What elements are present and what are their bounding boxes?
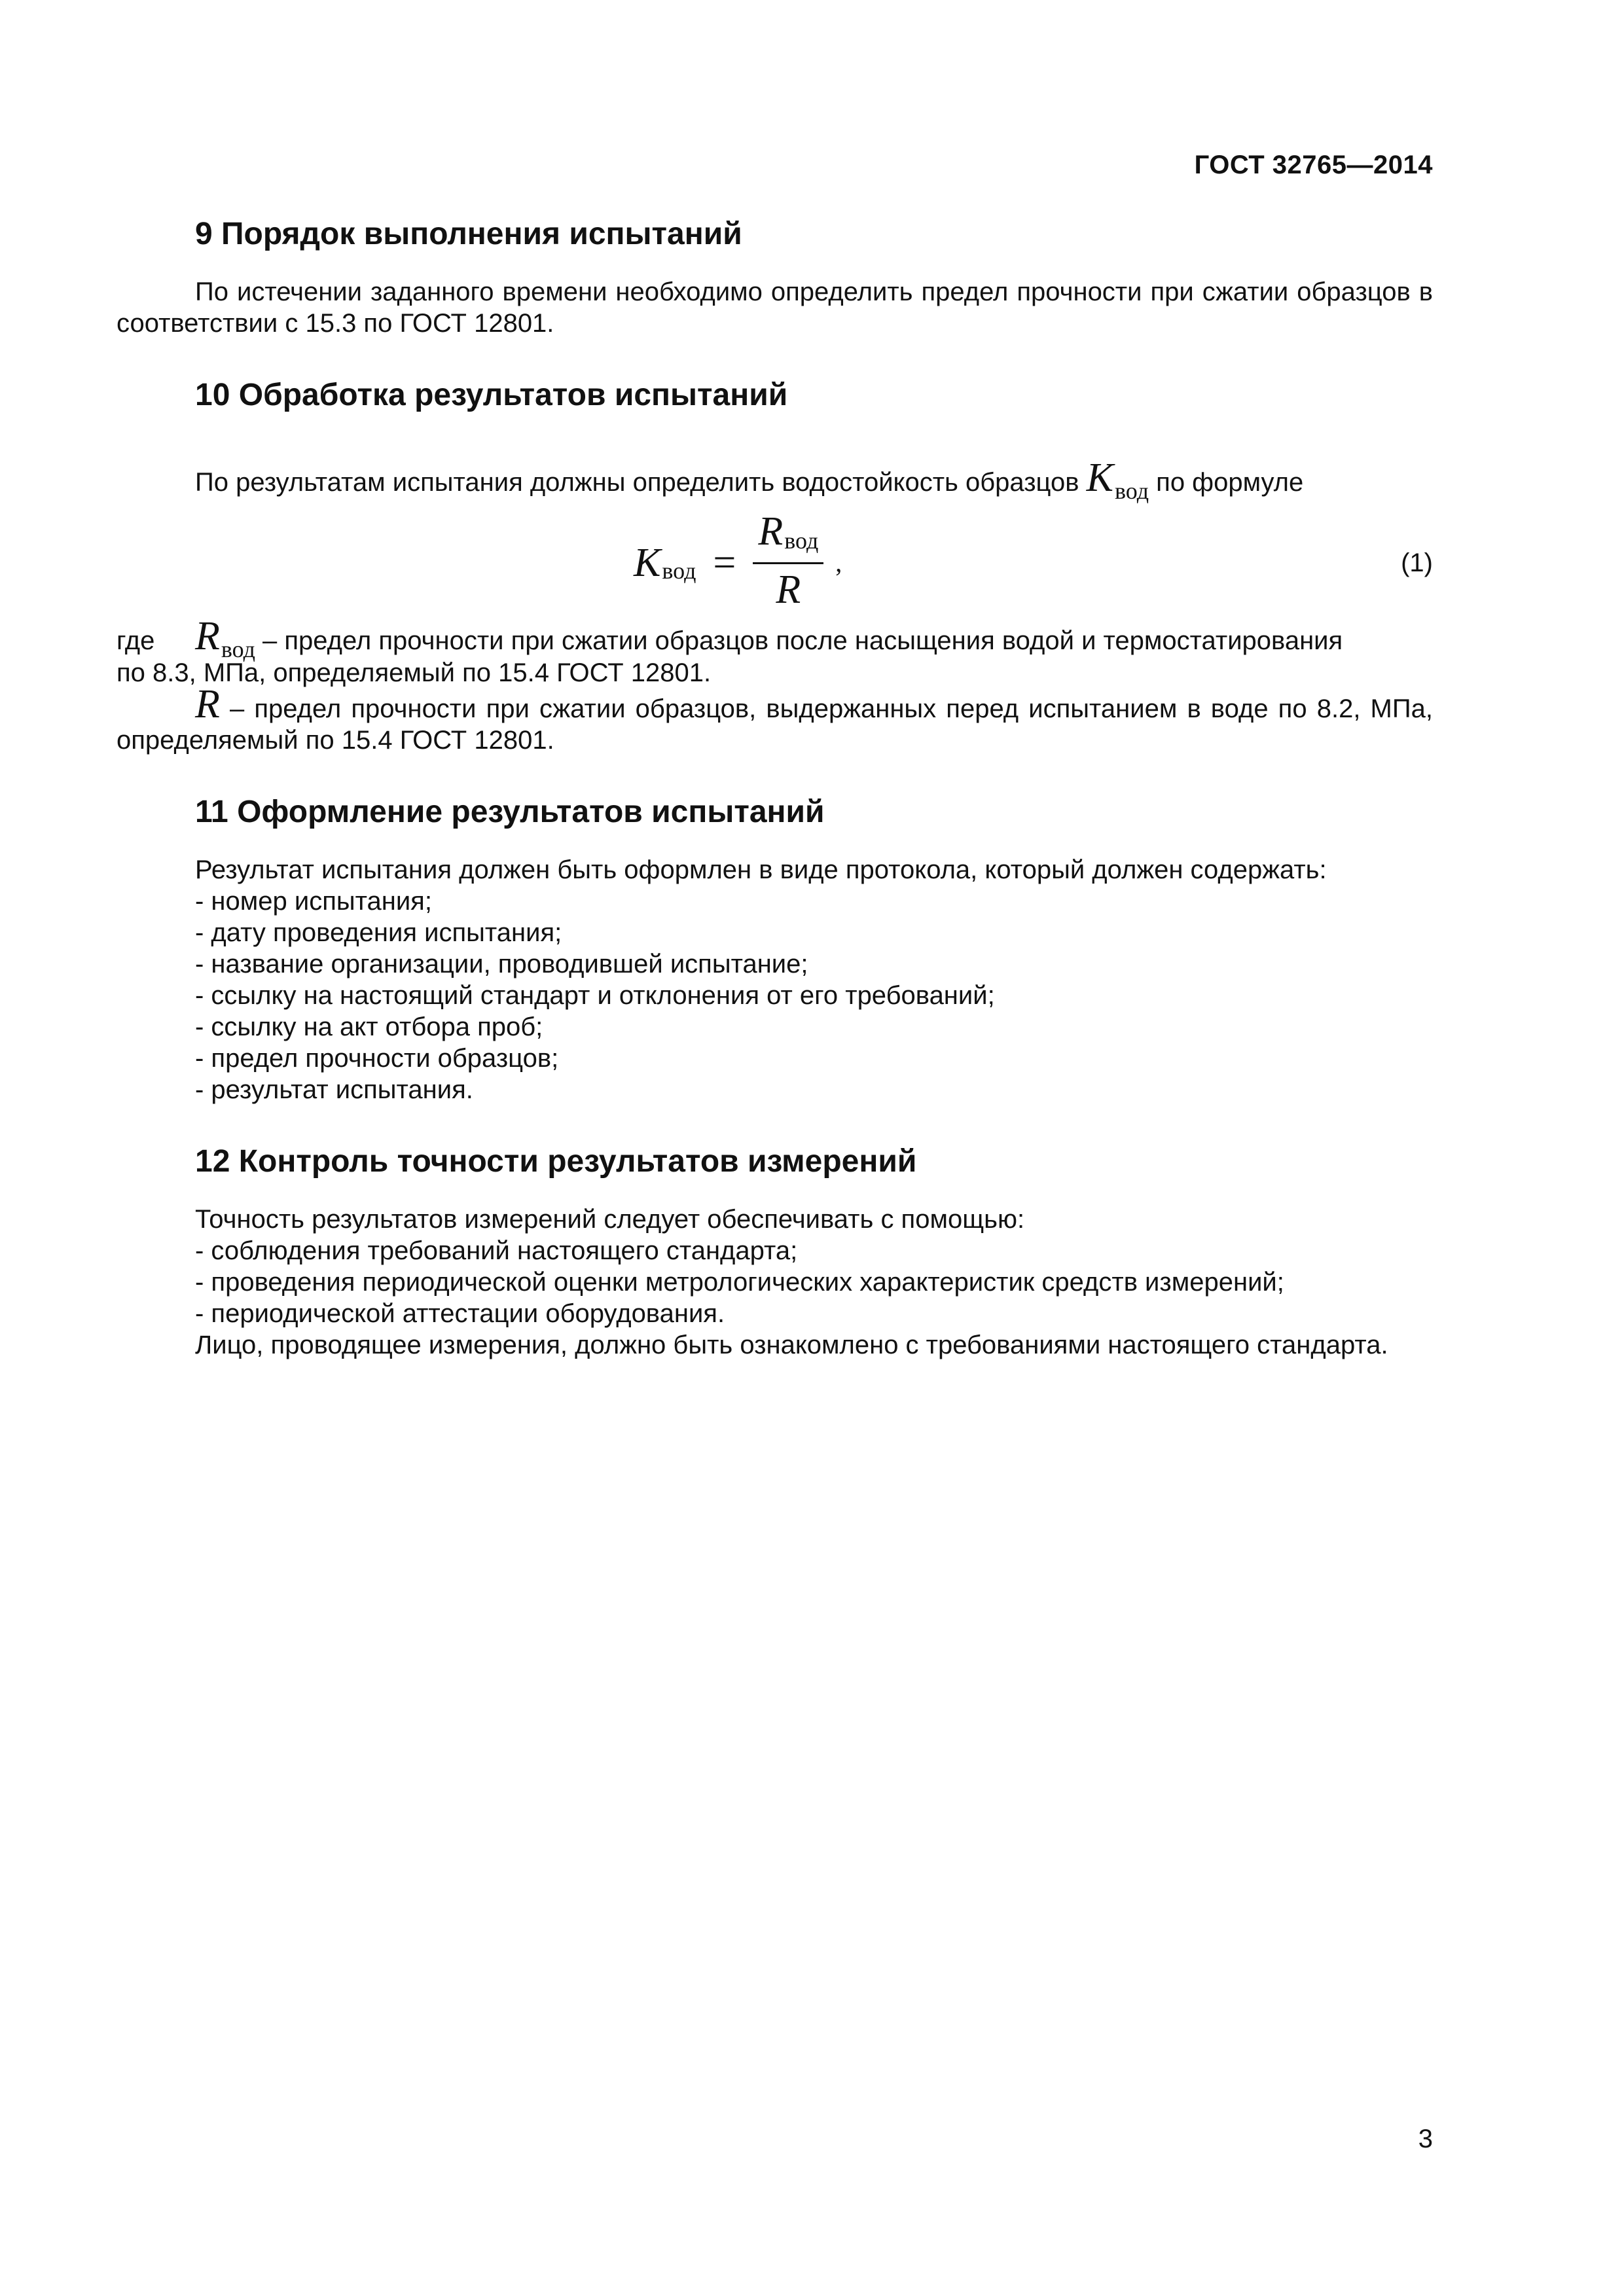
denominator-r: R: [776, 567, 801, 612]
formula-comma: ,: [835, 548, 842, 577]
document-code: ГОСТ 32765—2014: [1194, 151, 1433, 179]
list-item: - предел прочности образцов;: [195, 1044, 559, 1073]
definition-rvod: [117, 614, 1433, 662]
r-symbol: R: [195, 682, 220, 726]
section-10-intro-suffix: по формуле: [1156, 468, 1304, 497]
k-vod-inline-symbol: K: [1086, 456, 1113, 500]
formula-number: (1): [1401, 548, 1433, 577]
definition-rvod-body: [195, 614, 1343, 662]
section-10-intro-text: По результатам испытания должны определить водостойкость образцов: [195, 468, 1079, 497]
section-12-intro: Точность результатов измерений следует обеспечивать с помощью:: [195, 1205, 1025, 1234]
list-item: - номер испытания;: [195, 887, 432, 916]
section-10-intro: [117, 456, 1433, 504]
formula-1: [634, 505, 842, 620]
k-vod-inline-subscript: вод: [1115, 478, 1149, 504]
section-9-paragraph: По истечении заданного времени необходимо определить предел прочности при сжатии образцов в соответствии с 15.3 по ГОСТ 12801.: [117, 278, 1433, 338]
list-item: - периодической аттестации оборудования.: [195, 1299, 725, 1328]
formula-fraction: [753, 506, 823, 620]
section-10-title: 10 Обработка результатов испытаний: [195, 378, 788, 412]
section-12-title: 12 Контроль точности результатов измерений: [195, 1144, 917, 1179]
formula-lhs-subscript: вод: [662, 558, 696, 584]
list-item: - ссылку на настоящий стандарт и отклонения от его требований;: [195, 981, 995, 1010]
list-item: - результат испытания.: [195, 1075, 473, 1104]
section-9-title: 9 Порядок выполнения испытаний: [195, 217, 742, 251]
numerator-r: R: [758, 509, 784, 554]
section-11-intro: Результат испытания должен быть оформлен в виде протокола, который должен содержать:: [195, 855, 1327, 884]
page-content: [117, 216, 1433, 1361]
section-12-list: [117, 1235, 1433, 1329]
list-item: - проведения периодической оценки метрологических характеристик средств измерений;: [195, 1268, 1284, 1297]
section-12-closing: Лицо, проводящее измерения, должно быть ознакомлено с требованиями настоящего стандарта.: [195, 1331, 1388, 1359]
numerator-subscript: вод: [784, 528, 819, 554]
fraction-numerator: [753, 506, 823, 562]
rvod-symbol: R: [195, 614, 220, 658]
formula-block: [117, 505, 1433, 620]
page-number: 3: [1418, 2125, 1433, 2153]
definition-r-text: – предел прочности при сжатии образцов, выдержанных перед испытанием в воде по 8.2, МПа, определяемый по 15.4 ГОСТ 12801.: [117, 694, 1433, 755]
formula-equals: =: [713, 541, 736, 585]
list-item: - название организации, проводившей испытание;: [195, 950, 808, 978]
section-11-list: [117, 886, 1433, 1105]
list-item: - дату проведения испытания;: [195, 918, 562, 947]
definition-r: [117, 682, 1433, 756]
definition-rvod-text: – предел прочности при сжатии образцов после насыщения водой и термостатирования: [262, 626, 1343, 655]
formula-lhs-k: K: [634, 541, 661, 585]
list-item: - соблюдения требований настоящего стандарта;: [195, 1236, 798, 1265]
list-item: - ссылку на акт отбора проб;: [195, 1013, 543, 1041]
rvod-subscript: вод: [221, 636, 255, 662]
definition-rvod-continuation: по 8.3, МПа, определяемый по 15.4 ГОСТ 12801.: [117, 658, 712, 687]
section-11-title: 11 Оформление результатов испытаний: [195, 795, 825, 829]
where-word: где: [117, 626, 155, 655]
fraction-denominator: [770, 564, 806, 620]
